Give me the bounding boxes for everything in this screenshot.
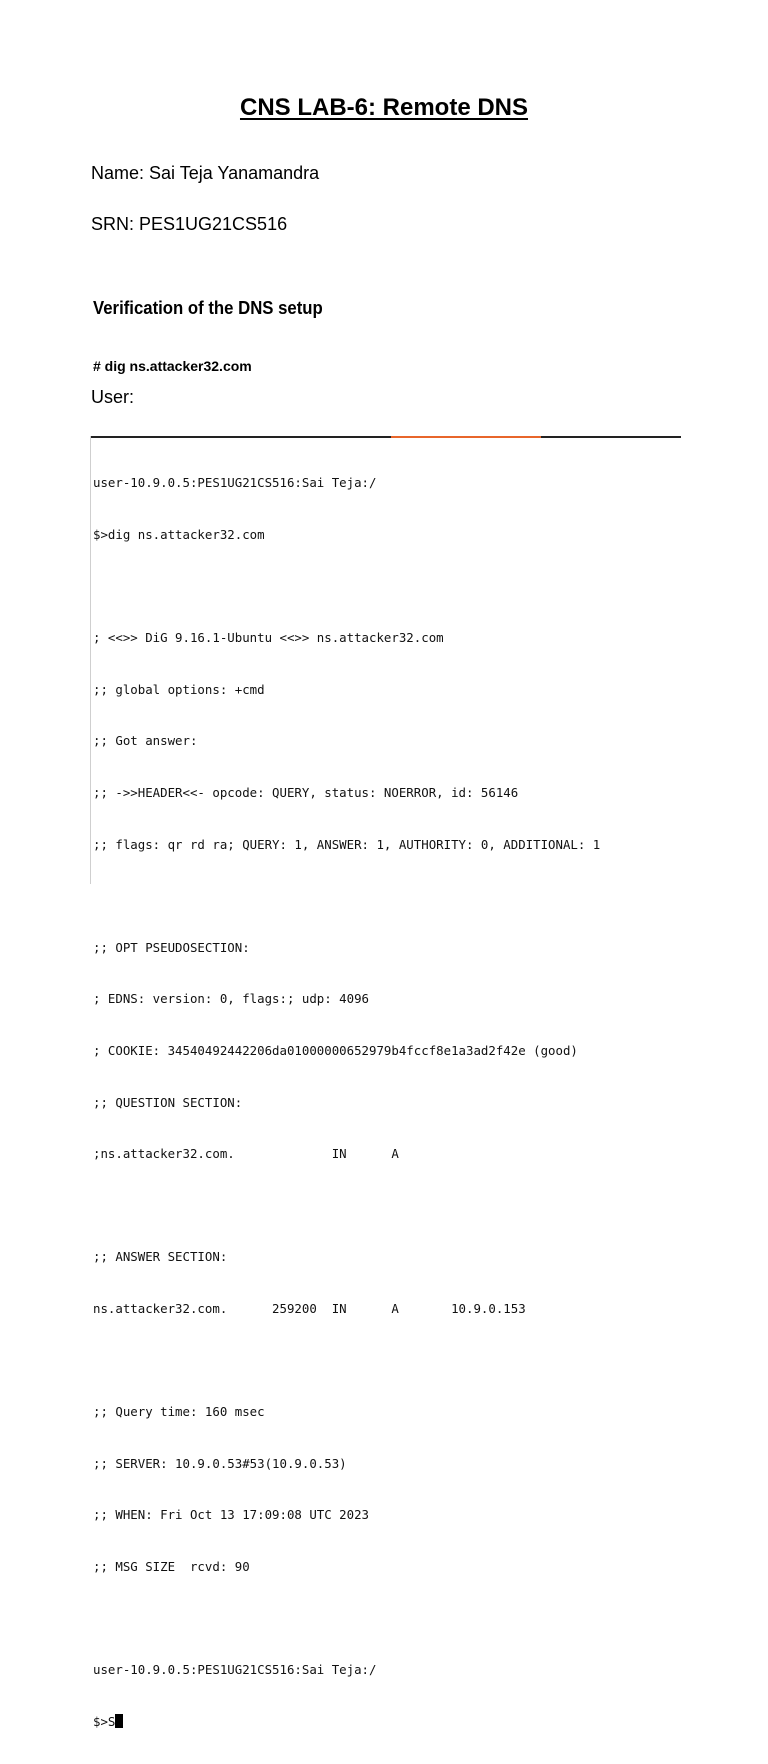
terminal-line: ;; global options: +cmd (93, 681, 265, 697)
terminal-output (93, 440, 600, 1764)
student-name: Name: Sai Teja Yanamandra (91, 163, 320, 183)
command-text: # dig ns.attacker32.com (93, 358, 252, 374)
terminal-prompt-line (93, 1713, 600, 1730)
student-srn: SRN: PES1UG21CS516 (91, 214, 288, 234)
terminal-line: ;; Got answer: (93, 733, 198, 749)
terminal-line: ;; OPT PSEUDOSECTION: (93, 939, 250, 955)
terminal-cursor (115, 1714, 123, 1728)
terminal-line: ;; ->>HEADER<<- opcode: QUERY, status: NOERROR, id: 56146 (93, 784, 519, 800)
terminal-screenshot (90, 436, 681, 1729)
terminal-line: ; COOKIE: 34540492442206da01000000652979b4fccf8e1a3ad2f42e (good) (93, 1042, 578, 1058)
terminal-line: ;; flags: qr rd ra; QUERY: 1, ANSWER: 1, AUTHORITY: 0, ADDITIONAL: 1 (93, 836, 601, 852)
terminal-line: ; <<>> DiG 9.16.1-Ubuntu <<>> ns.attacker32.com (93, 630, 444, 646)
terminal-line: ;; QUESTION SECTION: (93, 1094, 243, 1110)
terminal-line: ;; ANSWER SECTION: (93, 1249, 228, 1265)
terminal-line: user-10.9.0.5:PES1UG21CS516:Sai Teja:/ (93, 475, 377, 491)
terminal-line (93, 887, 600, 904)
terminal-top-border (91, 436, 681, 438)
terminal-prompt-text: $>S (93, 1713, 116, 1729)
user-label: User: (91, 387, 135, 407)
terminal-line: ;ns.attacker32.com. IN A (93, 1146, 399, 1162)
terminal-line: ns.attacker32.com. 259200 IN A 10.9.0.153 (93, 1300, 526, 1316)
terminal-line: ; EDNS: version: 0, flags:; udp: 4096 (93, 991, 370, 1007)
section-heading: Verification of the DNS setup (93, 298, 323, 318)
page-title: CNS LAB-6: Remote DNS (239, 94, 529, 121)
terminal-line: $>dig ns.attacker32.com (93, 527, 265, 542)
terminal-line (93, 1609, 600, 1626)
terminal-line (93, 578, 600, 595)
terminal-tab-accent (391, 436, 541, 438)
terminal-line: ;; Query time: 160 msec (93, 1404, 265, 1420)
terminal-line: ;; MSG SIZE rcvd: 90 (93, 1558, 250, 1574)
terminal-line (93, 1352, 600, 1369)
terminal-line (93, 1197, 600, 1214)
terminal-line: user-10.9.0.5:PES1UG21CS516:Sai Teja:/ (93, 1662, 377, 1678)
terminal-line: ;; SERVER: 10.9.0.53#53(10.9.0.53) (93, 1455, 347, 1471)
terminal-line: ;; WHEN: Fri Oct 13 17:09:08 UTC 2023 (93, 1507, 370, 1523)
